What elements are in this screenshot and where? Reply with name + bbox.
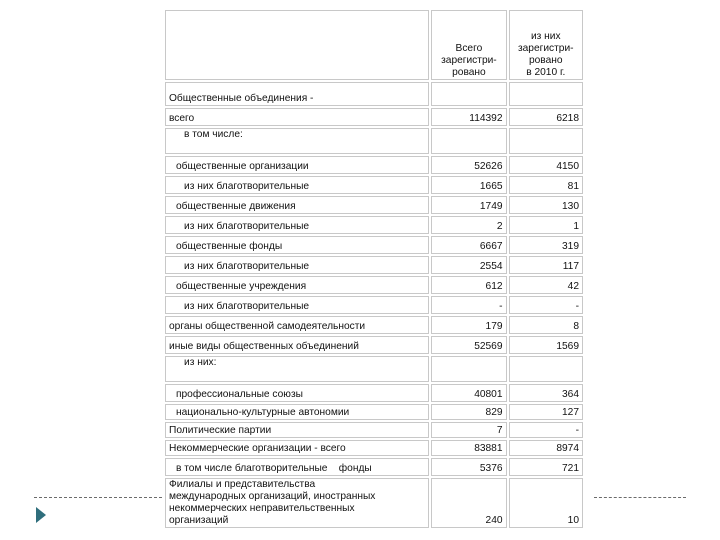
row-total: 114392	[431, 108, 506, 126]
right-dashed-rule	[594, 497, 686, 498]
table-header-row	[165, 10, 583, 80]
row-2010: 130	[509, 196, 583, 214]
row-2010: 1	[509, 216, 583, 234]
row-total: 6667	[431, 236, 506, 254]
row-total: 52626	[431, 156, 506, 174]
row-label: национально-культурные автономии	[165, 404, 429, 420]
table-body	[165, 82, 583, 528]
row-total: 1749	[431, 196, 506, 214]
table-row	[165, 458, 583, 476]
left-dashed-rule	[34, 497, 162, 498]
row-total: 2	[431, 216, 506, 234]
row-total: 5376	[431, 458, 506, 476]
row-2010	[509, 356, 583, 382]
table-row	[165, 296, 583, 314]
table-row	[165, 384, 583, 402]
table-row	[165, 156, 583, 174]
row-label: всего	[165, 108, 429, 126]
row-total: 7	[431, 422, 506, 438]
row-2010: -	[509, 422, 583, 438]
row-2010: 81	[509, 176, 583, 194]
row-label: из них благотворительные	[165, 216, 429, 234]
row-2010: 42	[509, 276, 583, 294]
slide-bullet-icon	[36, 507, 46, 523]
table-row	[165, 216, 583, 234]
row-total: 1665	[431, 176, 506, 194]
header-total-line: Всего	[455, 43, 483, 54]
table-row	[165, 176, 583, 194]
row-label-line: международных организаций, иностранных	[169, 491, 376, 502]
table-row	[165, 404, 583, 420]
row-2010: 8974	[509, 440, 583, 456]
header-2010-line: в 2010 г.	[526, 67, 566, 78]
row-2010	[509, 128, 583, 154]
row-total: 83881	[431, 440, 506, 456]
table-row	[165, 336, 583, 354]
table-row	[165, 82, 583, 106]
row-label: иные виды общественных объединений	[165, 336, 429, 354]
row-2010: 117	[509, 256, 583, 274]
row-total: 40801	[431, 384, 506, 402]
row-label-line: Филиалы и представительства	[169, 479, 316, 490]
statistics-table	[163, 8, 585, 530]
table-row	[165, 440, 583, 456]
row-label: общественные движения	[165, 196, 429, 214]
row-label: Политические партии	[165, 422, 429, 438]
row-total: 2554	[431, 256, 506, 274]
row-label: общественные фонды	[165, 236, 429, 254]
row-2010: 10	[509, 478, 583, 528]
row-total: 240	[431, 478, 506, 528]
table-row	[165, 316, 583, 334]
row-label: из них:	[165, 356, 429, 382]
header-2010-line: зарегистри-	[517, 43, 574, 54]
table-row	[165, 422, 583, 438]
header-total-line: зарегистри-	[441, 55, 497, 66]
row-2010: 8	[509, 316, 583, 334]
table-row	[165, 256, 583, 274]
table-row	[165, 356, 583, 382]
table-row-branches	[165, 478, 583, 528]
row-label-line: некоммерческих неправительственных	[169, 503, 355, 514]
row-2010: 319	[509, 236, 583, 254]
row-label: в том числе благотворительные фонды	[165, 458, 429, 476]
table-row	[165, 196, 583, 214]
row-label: общественные учреждения	[165, 276, 429, 294]
row-total	[431, 128, 506, 154]
row-2010: 364	[509, 384, 583, 402]
row-label: из них благотворительные	[165, 296, 429, 314]
header-cell-total	[431, 10, 506, 80]
table-row	[165, 236, 583, 254]
row-total	[431, 356, 506, 382]
table-row	[165, 128, 583, 154]
row-2010: 6218	[509, 108, 583, 126]
table-row	[165, 276, 583, 294]
row-label: профессиональные союзы	[165, 384, 429, 402]
header-cell-label	[165, 10, 429, 80]
row-label: органы общественной самодеятельности	[165, 316, 429, 334]
table-row	[165, 108, 583, 126]
row-2010: 721	[509, 458, 583, 476]
row-total	[431, 82, 506, 106]
row-label: из них благотворительные	[165, 256, 429, 274]
row-label: общественные организации	[165, 156, 429, 174]
row-label: из них благотворительные	[165, 176, 429, 194]
row-2010	[509, 82, 583, 106]
row-label: в том числе:	[165, 128, 429, 154]
row-total: 179	[431, 316, 506, 334]
row-label: Общественные объединения -	[165, 82, 429, 106]
row-total: 52569	[431, 336, 506, 354]
row-total: -	[431, 296, 506, 314]
row-2010: 1569	[509, 336, 583, 354]
row-2010: 127	[509, 404, 583, 420]
header-2010-line: ровано	[528, 55, 563, 66]
row-label-line: организаций	[169, 515, 229, 526]
row-2010: 4150	[509, 156, 583, 174]
row-label-multiline	[165, 478, 429, 528]
header-2010-line: из них	[530, 31, 561, 42]
row-label: Некоммерческие организации - всего	[165, 440, 429, 456]
row-total: 829	[431, 404, 506, 420]
header-total-line: ровано	[452, 67, 486, 78]
row-2010: -	[509, 296, 583, 314]
row-total: 612	[431, 276, 506, 294]
header-cell-2010	[509, 10, 583, 80]
